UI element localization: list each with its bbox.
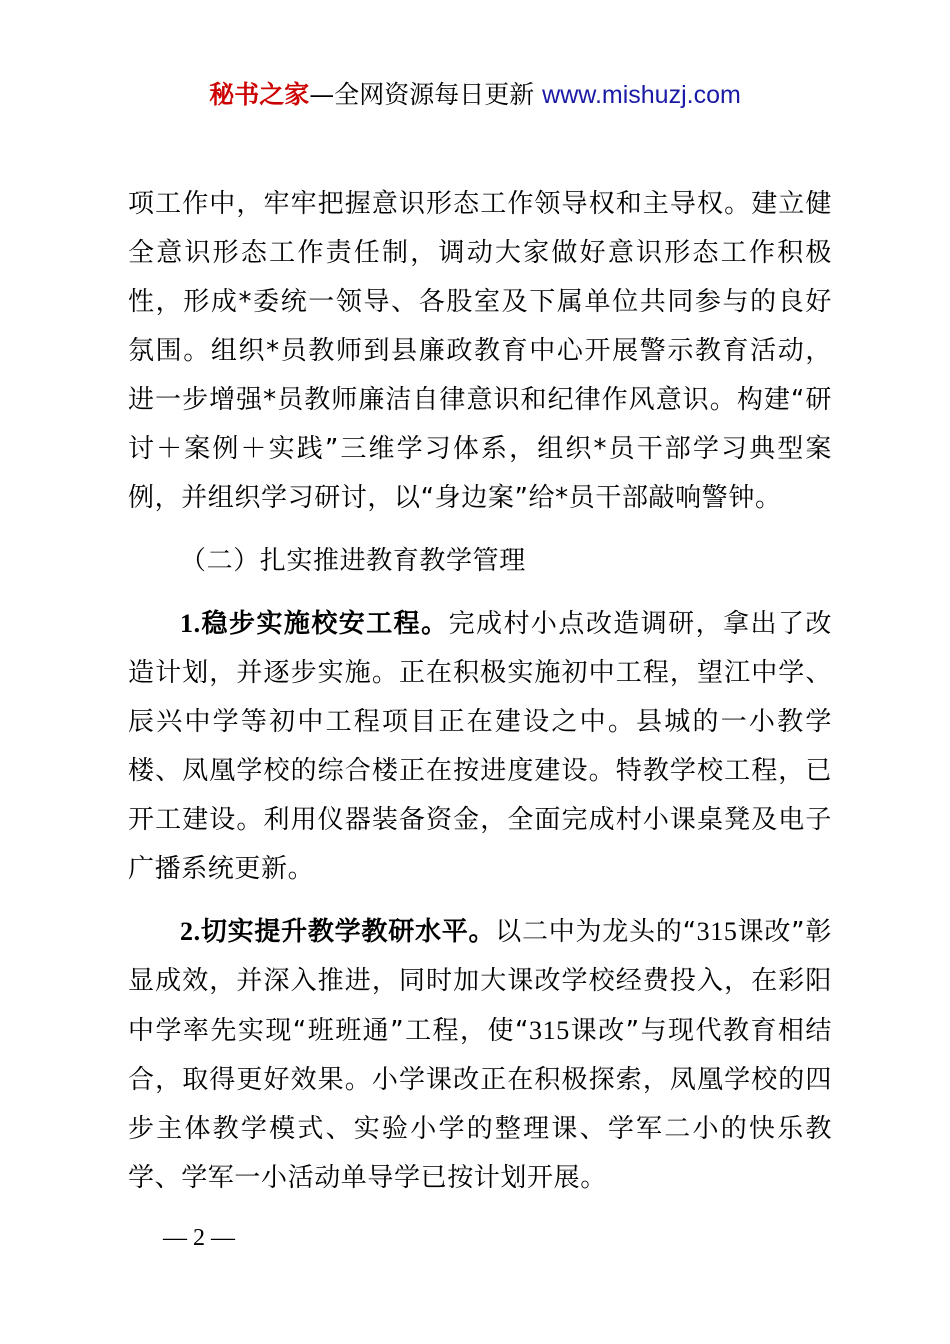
section-heading: （二）扎实推进教育教学管理	[180, 546, 526, 576]
site-tagline: —全网资源每日更新	[309, 80, 543, 109]
item-text: 以二中为龙头的“	[495, 917, 697, 947]
list-item-2	[128, 907, 832, 1203]
item-text: 课改”与现代教育相结合，取得更好效果。小学课改正在积极探索，凤凰学校的四步主体教学模式、实验小学的整理课、学军二小的快乐教学、学军一小活动单导学已按计划开展。	[128, 1016, 832, 1193]
page-number: — 2 —	[163, 1225, 235, 1251]
site-url-link[interactable]: www.mishuzj.com	[542, 81, 741, 109]
site-name: 秘书之家	[209, 80, 310, 109]
item-number-inline: 315	[696, 917, 738, 946]
item-number: 1.	[180, 609, 201, 638]
item-title: 稳步实施校安工程。	[200, 609, 449, 639]
item-text: 完成村小点改造调研，拿出了改造计划，并逐步实施。正在积极实施初中工程，望江中学、辰兴中学等初中工程项目正在建设之中。县城的一小教学楼、凤凰学校的综合楼正在按进度建设。特教学校工程，已开工建设。利用仪器装备资金，全面完成村小课桌凳及电子广播系统更新。	[128, 609, 832, 884]
item-number: 2.	[180, 917, 201, 946]
item-title: 切实提升教学教研水平。	[200, 917, 496, 947]
item-number-inline: 315	[529, 1016, 570, 1045]
item-text: 课改”彰显成效，并深入推进，同时加大课改学校经费投入，在彩阳中学率先实现“班班通”工程，使“	[128, 917, 832, 1046]
site-header	[0, 78, 950, 112]
body-paragraph: 项工作中，牢牢把握意识形态工作领导权和主导权。建立健全意识形态工作责任制，调动大家做好意识形态工作积极性，形成*委统一领导、各股室及下属单位共同参与的良好氛围。组织*员教师到县廉政教育中心开展警示教育活动，进一步增强*员教师廉洁自律意识和纪律作风意识。构建“研讨＋案例＋实践”三维学习体系，组织*员干部学习典型案例，并组织学习研讨，以“身边案”给*员干部敲响警钟。	[128, 189, 832, 513]
list-item-1	[128, 599, 832, 894]
document-body	[128, 180, 832, 1203]
